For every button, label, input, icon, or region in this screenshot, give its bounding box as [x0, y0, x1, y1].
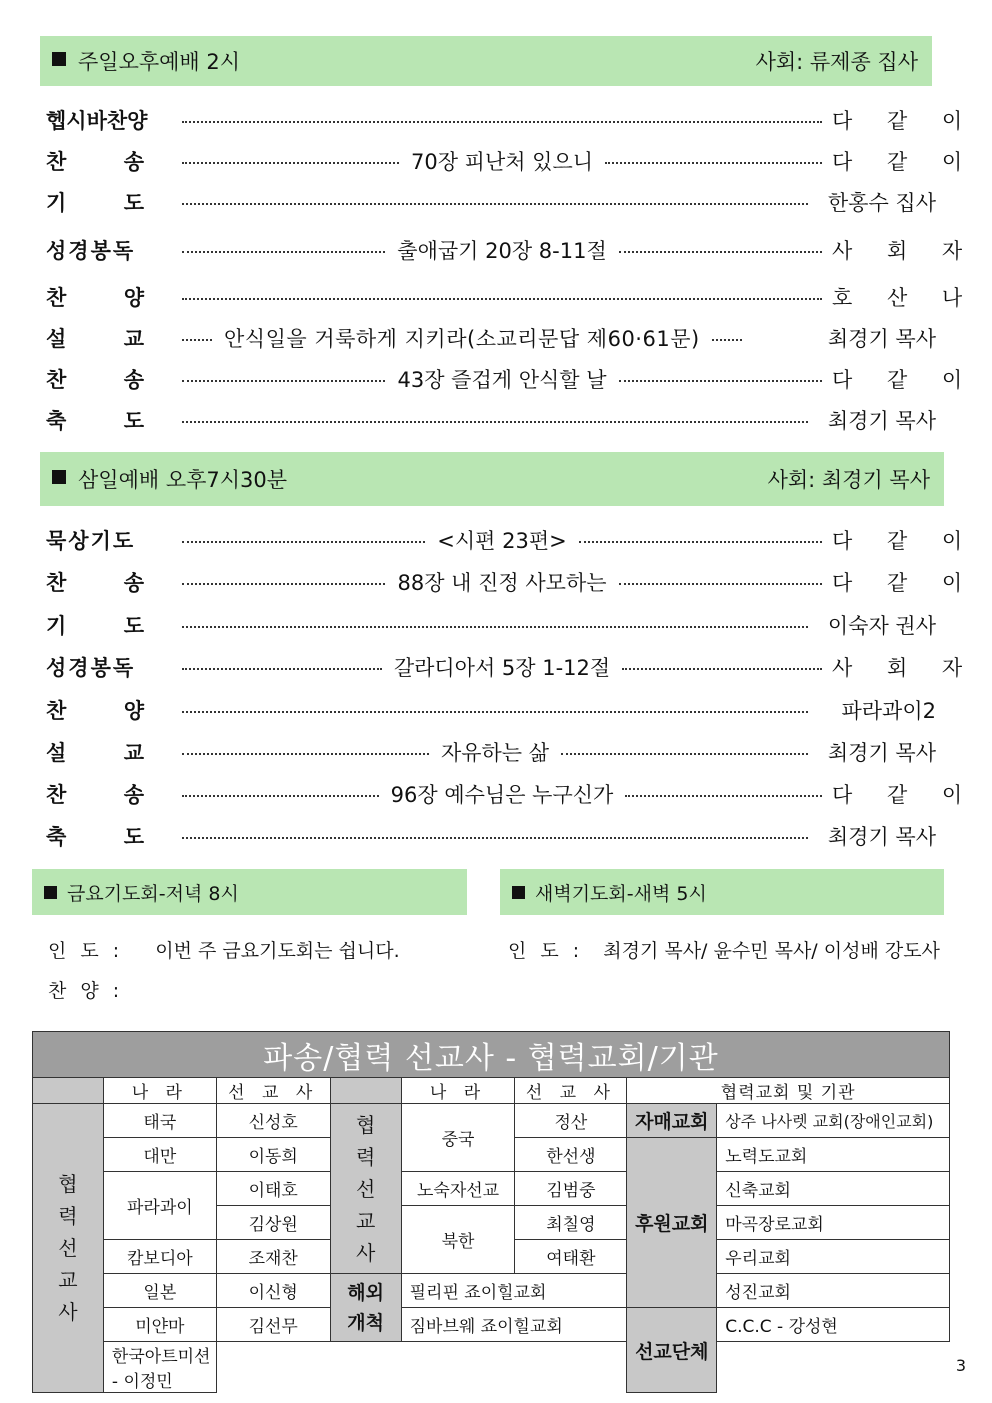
order-label-part: 기 — [46, 191, 67, 215]
order-label: 성경봉독 — [46, 239, 136, 263]
friday-praise: 찬 양 : — [48, 980, 124, 1002]
country-cell: 태국 — [103, 1104, 216, 1138]
order-row — [42, 692, 936, 728]
order-person: 다 같 이 — [832, 529, 977, 553]
country-cell: 대만 — [103, 1138, 216, 1172]
order-detail: 갈라디아서 5장 1-12절 — [393, 656, 611, 680]
overseas-cell: 필리핀 죠이힐교회 — [401, 1274, 627, 1308]
square-bullet-icon — [44, 886, 57, 899]
order-row — [42, 102, 977, 138]
order-row — [42, 232, 977, 268]
square-bullet-icon — [52, 52, 66, 66]
order-person: 최경기 목사 — [827, 741, 936, 765]
order-row — [42, 402, 936, 438]
category-label: 자매교회 — [627, 1104, 717, 1138]
order-detail: 안식일을 거룩하게 지키라(소교리문답 제60·61문) — [224, 327, 700, 351]
order-person: 사 회 자 — [832, 656, 977, 680]
column-header: 나 라 — [103, 1078, 216, 1104]
org-cell: 한국아트미션 - 이정민 — [103, 1342, 216, 1393]
sunday-service-host: 사회: 류제종 집사 — [755, 50, 918, 74]
overseas-cell: 짐바브웨 죠이힐교회 — [401, 1308, 627, 1342]
church-cell: 노력도교회 — [717, 1138, 950, 1172]
missionary-cell: 한선생 — [515, 1138, 627, 1172]
dawn-leader: 인 도 : 최경기 목사/ 윤수민 목사/ 이성배 강도사 — [508, 940, 940, 962]
wednesday-service-title: 삼일예배 오후7시30분 — [78, 468, 288, 492]
order-label-part: 설 — [46, 327, 67, 351]
order-person: 호 산 나 — [832, 286, 977, 310]
order-label-part: 교 — [123, 741, 144, 765]
missionary-cell: 여태환 — [515, 1240, 627, 1274]
church-cell: 우리교회 — [717, 1240, 950, 1274]
order-label-part: 송 — [123, 571, 144, 595]
missionary-cell: 김범중 — [515, 1172, 627, 1206]
order-label-part: 찬 — [46, 150, 67, 174]
country-cell: 미얀마 — [103, 1308, 216, 1342]
order-row — [42, 734, 936, 770]
order-label-part: 찬 — [46, 286, 67, 310]
order-person: 최경기 목사 — [827, 825, 936, 849]
country-cell: 북한 — [401, 1206, 515, 1274]
order-label-part: 송 — [123, 368, 144, 392]
friday-prayer-title: 금요기도회-저녁 8시 — [67, 882, 239, 905]
order-label-part: 찬 — [46, 699, 67, 723]
order-label-part: 도 — [123, 191, 144, 215]
friday-leader: 인 도 : 이번 주 금요기도회는 쉽니다. — [48, 940, 400, 962]
order-row — [42, 184, 936, 220]
order-person: 한홍수 집사 — [827, 191, 936, 215]
order-detail: 88장 내 진정 사모하는 — [397, 571, 607, 595]
order-label: 묵상기도 — [46, 529, 136, 553]
order-row — [42, 279, 977, 315]
sunday-service-header — [40, 36, 932, 86]
missionary-cell: 신성호 — [216, 1104, 330, 1138]
square-bullet-icon — [512, 886, 525, 899]
wednesday-service-header — [40, 452, 944, 506]
order-person: 다 같 이 — [832, 109, 977, 133]
column-header: 선 교 사 — [216, 1078, 330, 1104]
order-row — [42, 522, 977, 558]
order-label-part: 양 — [123, 286, 144, 310]
sunday-service-title: 주일오후예배 2시 — [78, 50, 241, 74]
order-row — [42, 776, 977, 812]
order-label-part: 도 — [123, 825, 144, 849]
order-person: 최경기 목사 — [827, 327, 936, 351]
missionary-cell: 김상원 — [216, 1206, 330, 1240]
order-row — [42, 320, 936, 356]
country-cell: 파라과이 — [103, 1172, 216, 1240]
order-label-part: 찬 — [46, 571, 67, 595]
order-person: 사 회 자 — [832, 239, 977, 263]
org-cell: C.C.C - 강성현 — [717, 1308, 950, 1342]
friday-prayer-header — [32, 869, 467, 915]
order-person: 다 같 이 — [832, 571, 977, 595]
order-person: 이숙자 권사 — [827, 614, 936, 638]
order-detail: 96장 예수님은 누구신가 — [390, 783, 614, 807]
church-cell: 성진교회 — [717, 1274, 950, 1308]
order-row — [42, 818, 936, 854]
order-label-part: 기 — [46, 614, 67, 638]
order-row — [42, 607, 936, 643]
missions-table — [32, 1031, 950, 1393]
order-person: 다 같 이 — [832, 368, 977, 392]
order-label: 헵시바찬양 — [46, 109, 148, 133]
order-person: 다 같 이 — [832, 783, 977, 807]
order-label-part: 도 — [123, 409, 144, 433]
country-cell: 노숙자선교 — [401, 1172, 515, 1206]
order-label-part: 교 — [123, 327, 144, 351]
column-header: 선 교 사 — [515, 1078, 627, 1104]
missionary-cell: 이태호 — [216, 1172, 330, 1206]
order-label-part: 찬 — [46, 368, 67, 392]
missionary-cell: 조재찬 — [216, 1240, 330, 1274]
overseas-label: 해외개척 — [330, 1274, 401, 1342]
order-label-part: 축 — [46, 825, 67, 849]
missions-title: 파송/협력 선교사 - 협력교회/기관 — [33, 1032, 950, 1078]
country-cell: 중국 — [401, 1104, 515, 1172]
order-label-part: 축 — [46, 409, 67, 433]
missionary-cell: 이신형 — [216, 1274, 330, 1308]
order-label-part: 도 — [123, 614, 144, 638]
missionary-cell: 이동희 — [216, 1138, 330, 1172]
order-label-part: 송 — [123, 150, 144, 174]
group-label: 협력선교사 — [33, 1104, 104, 1393]
missionary-cell: 김선무 — [216, 1308, 330, 1342]
square-bullet-icon — [52, 470, 66, 484]
column-header: 협력교회 및 기관 — [627, 1078, 950, 1104]
church-cell: 마곡장로교회 — [717, 1206, 950, 1240]
dawn-prayer-header — [500, 869, 944, 915]
column-header: 나 라 — [401, 1078, 515, 1104]
order-label-part: 양 — [123, 699, 144, 723]
order-detail: 출애굽기 20장 8-11절 — [397, 239, 607, 263]
church-cell: 상주 나사렛 교회(장애인교회) — [717, 1104, 950, 1138]
missionary-cell: 최칠영 — [515, 1206, 627, 1240]
order-label-part: 설 — [46, 741, 67, 765]
order-person: 파라과이2 — [841, 699, 936, 723]
order-row — [42, 361, 977, 397]
order-detail: 70장 피난처 있으니 — [410, 150, 594, 174]
country-cell: 일본 — [103, 1274, 216, 1308]
missionary-cell: 정산 — [515, 1104, 627, 1138]
order-person: 다 같 이 — [832, 150, 977, 174]
order-label-part: 송 — [123, 783, 144, 807]
category-label: 선교단체 — [627, 1308, 717, 1393]
order-row — [42, 649, 977, 685]
group-label: 협력선교사 — [330, 1104, 401, 1274]
category-label: 후원교회 — [627, 1138, 717, 1308]
dawn-prayer-title: 새벽기도회-새벽 5시 — [535, 882, 707, 905]
order-row — [42, 564, 977, 600]
order-row — [42, 143, 977, 179]
order-person: 최경기 목사 — [827, 409, 936, 433]
church-cell: 신축교회 — [717, 1172, 950, 1206]
order-label-part: 찬 — [46, 783, 67, 807]
country-cell: 캄보디아 — [103, 1240, 216, 1274]
wednesday-service-host: 사회: 최경기 목사 — [767, 468, 930, 492]
order-detail: 43장 즐겁게 안식할 날 — [397, 368, 607, 392]
order-detail: 자유하는 삶 — [440, 741, 550, 765]
page-number: 3 — [955, 1356, 966, 1375]
order-detail: <시편 23편> — [437, 529, 567, 553]
order-label: 성경봉독 — [46, 656, 136, 680]
